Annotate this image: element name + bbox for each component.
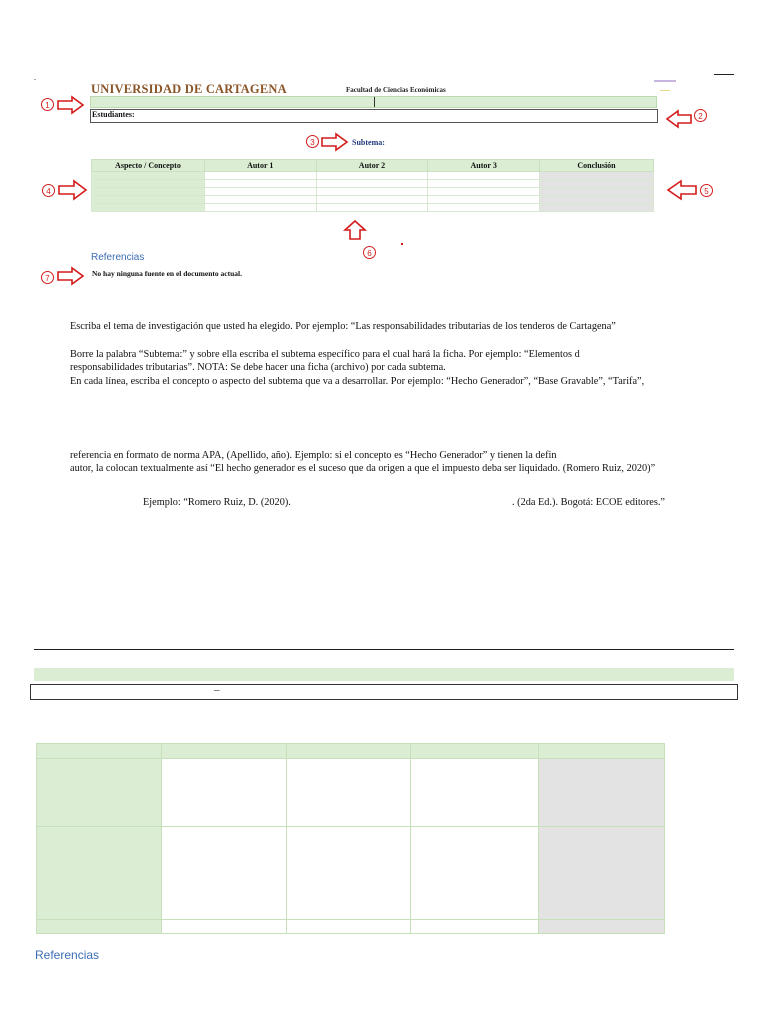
corner-fragment-yellow (660, 90, 670, 95)
arrow-right-icon (58, 180, 88, 200)
corner-fragment (654, 80, 676, 82)
students-field (90, 109, 658, 123)
marker-6: 6 (363, 246, 376, 259)
instruction-subtopic-line-1: Borre la palabra “Subtema:” y sobre ella escriba el subtema específico para el cual hará la ficha. Por ejemplo: “Elementos d (70, 349, 580, 360)
instruction-reference-line-1: referencia en formato de norma APA, (Apellido, año). Ejemplo: si el concepto es “Hecho Generador” y tienen la defin (70, 450, 557, 461)
header-author-1: Autor 1 (204, 160, 316, 172)
top-right-rule (714, 74, 734, 75)
marker-3: 3 (306, 135, 319, 148)
table-row (92, 180, 654, 188)
instruction-example-a: Ejemplo: “Romero Ruiz, D. (2020). (143, 497, 291, 508)
template-header-cell[interactable] (162, 744, 286, 759)
arrow-right-icon (57, 267, 85, 285)
table-row (92, 196, 654, 204)
marker-7: 7 (41, 271, 54, 284)
template-header-cell[interactable] (37, 744, 162, 759)
table-row (37, 759, 665, 827)
template-header-cell[interactable] (411, 744, 538, 759)
template-cell[interactable] (411, 759, 538, 827)
table-row (92, 172, 654, 180)
subtopic-label: Subtema: (352, 138, 385, 147)
arrow-left-icon (667, 180, 697, 200)
template-cell[interactable] (162, 759, 286, 827)
template-cell[interactable] (37, 920, 162, 934)
template-cell[interactable] (162, 827, 286, 920)
table-row (92, 204, 654, 212)
template-references-title: Referencias (35, 948, 100, 962)
template-cell[interactable] (286, 759, 410, 827)
arrow-left-icon (666, 110, 692, 128)
marker-4: 4 (42, 184, 55, 197)
university-title: UNIVERSIDAD DE CARTAGENA (91, 82, 287, 96)
template-cell[interactable] (162, 920, 286, 934)
example-table (91, 159, 654, 212)
instruction-reference-line-2: autor, la colocan textualmente así “El hecho generador es el suceso que da origen a que el impuesto deba ser liquidado. (Romero Ruiz, 2020)” (70, 463, 656, 474)
template-cell[interactable] (538, 827, 664, 920)
template-dash: – (214, 684, 220, 696)
instruction-example-b: . (2da Ed.). Bogotá: ECOE editores.” (512, 497, 665, 508)
template-cell[interactable] (538, 920, 664, 934)
table-row (92, 188, 654, 196)
template-cell[interactable] (411, 827, 538, 920)
template-cell[interactable] (37, 759, 162, 827)
faculty-title: Facultad de Ciencias Económicas (346, 86, 446, 94)
template-header-cell[interactable] (286, 744, 410, 759)
table-row (37, 827, 665, 920)
template-cell[interactable] (538, 759, 664, 827)
table-row (37, 920, 665, 934)
instruction-topic: Escriba el tema de investigación que usted ha elegido. Por ejemplo: “Las responsabilidades tributarias de los tenderos de Cartagena” (70, 321, 616, 332)
header-author-3: Autor 3 (428, 160, 540, 172)
top-dot: . (34, 73, 36, 82)
red-dot (401, 243, 403, 245)
arrow-up-icon (344, 220, 366, 240)
text-cursor (374, 97, 375, 107)
template-header-cell[interactable] (538, 744, 664, 759)
marker-1: 1 (41, 98, 54, 111)
page-divider (34, 649, 734, 650)
template-cell[interactable] (286, 920, 410, 934)
no-sources-text: No hay ninguna fuente en el documento actual. (92, 269, 243, 278)
header-aspect: Aspecto / Concepto (92, 160, 205, 172)
arrow-right-icon (57, 96, 85, 114)
instruction-concept: En cada línea, escriba el concepto o aspecto del subtema que va a desarrollar. Por ejemplo: “Hecho Generador”, “Base Gravable”, “Tarifa”, (70, 376, 645, 387)
template-cell[interactable] (286, 827, 410, 920)
template-topic-bar[interactable] (34, 668, 734, 681)
template-students-field[interactable] (30, 684, 738, 700)
students-label: Estudiantes: (92, 110, 135, 119)
instruction-subtopic-line-2: responsabilidades tributarias”. NOTA: Se debe hacer una ficha (archivo) por cada subtema. (70, 362, 446, 373)
arrow-right-icon (321, 133, 349, 151)
template-table (36, 743, 665, 934)
marker-5: 5 (700, 184, 713, 197)
header-author-2: Autor 2 (316, 160, 428, 172)
marker-2: 2 (694, 109, 707, 122)
template-cell[interactable] (37, 827, 162, 920)
template-cell[interactable] (411, 920, 538, 934)
header-conclusion: Conclusión (540, 160, 654, 172)
references-title-small: Referencias (91, 252, 145, 263)
